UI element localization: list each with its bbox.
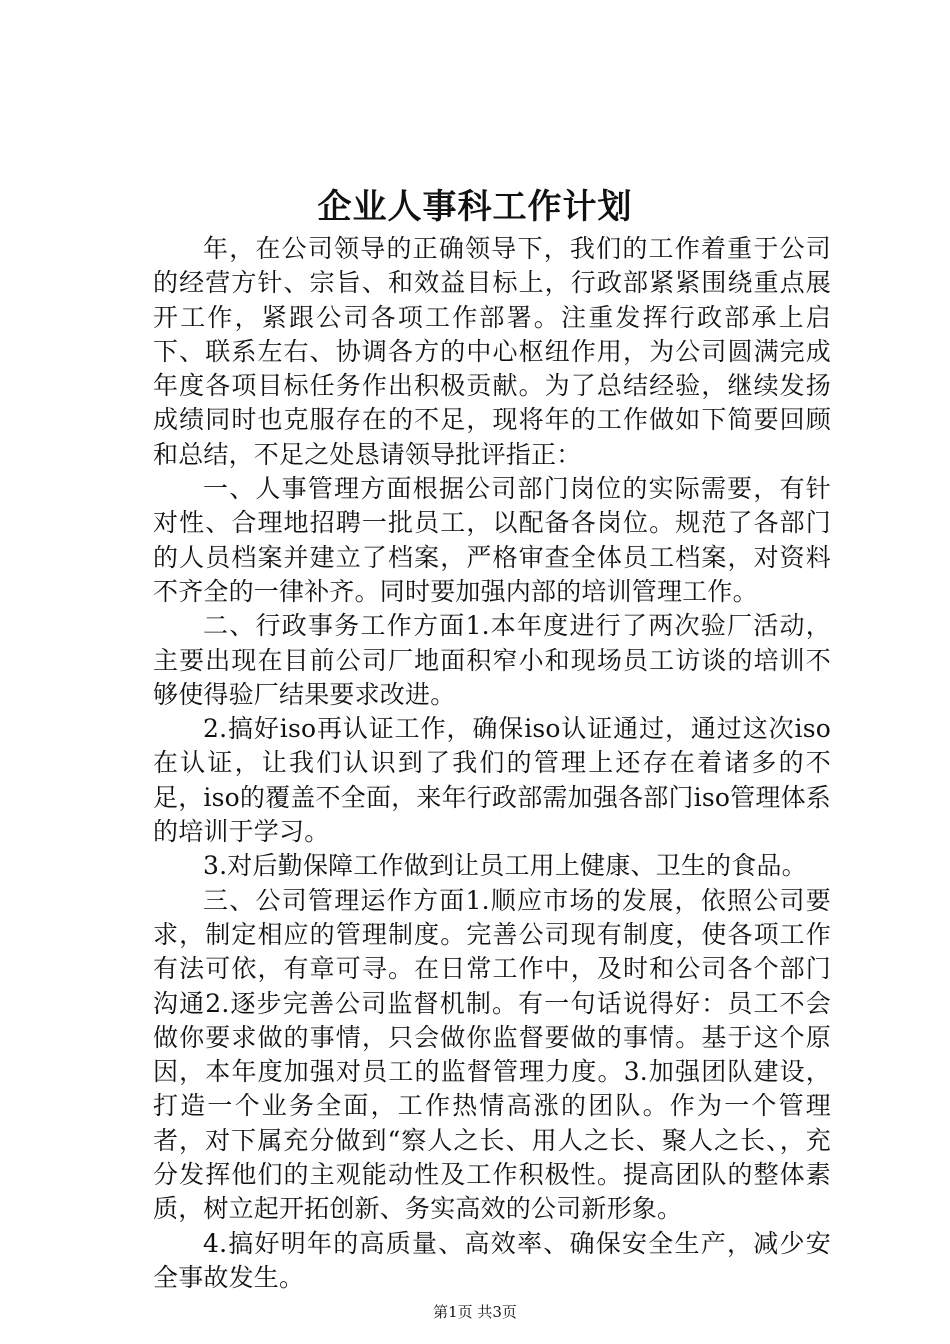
document-body [153,232,831,1295]
document-title: 企业人事科工作计划 [317,187,633,227]
paragraph-personnel: 一、人事管理方面根据公司部门岗位的实际需要，有针对性、合理地招聘一批员工，以配备各岗位。规范了各部门的人员档案并建立了档案，严格审查全体员工档案，对资料不齐全的一律补齐。同时要加强内部的培训管理工作。 [153,474,831,606]
paragraph-intro: 年，在公司领导的正确领导下，我们的工作着重于公司的经营方针、宗旨、和效益目标上，行政部紧紧围绕重点展开工作，紧跟公司各项工作部署。注重发挥行政部承上启下、联系左右、协调各方的中心枢纽作用，为公司圆满完成年度各项目标任务作出积极贡献。为了总结经验，继续发扬成绩同时也克服存在的不足，现将年的工作做如下简要回顾和总结，不足之处恳请领导批评指正： [153,234,831,469]
paragraph-management: 三、公司管理运作方面1.顺应市场的发展，依照公司要求，制定相应的管理制度。完善公司现有制度，使各项工作有法可依，有章可寻。在日常工作中，及时和公司各个部门沟通2.逐步完善公司监督机制。有一句话说得好：员工不会做你要求做的事情，只会做你监督要做的事情。基于这个原因，本年度加强对员工的监督管理力度。3.加强团队建设，打造一个业务全面，工作热情高涨的团队。作为一个管理者，对下属充分做到“察人之长、用人之长、聚人之长、，充分发挥他们的主观能动性及工作积极性。提高团队的整体素质，树立起开拓创新、务实高效的公司新形象。 [153,885,831,1224]
paragraph-admin-affairs: 二、行政事务工作方面1.本年度进行了两次验厂活动，主要出现在目前公司厂地面积窄小和现场员工访谈的培训不够使得验厂结果要求改进。 [153,611,831,709]
paragraph-safety: 4.搞好明年的高质量、高效率、确保安全生产，减少安全事故发生。 [153,1228,831,1292]
paragraph-iso: 2.搞好iso再认证工作，确保iso认证通过，通过这次iso在认证，让我们认识到了我们的管理上还存在着诸多的不足，iso的覆盖不全面，来年行政部需加强各部门iso管理体系的培训于学习。 [153,714,831,847]
paragraph-logistics: 3.对后勤保障工作做到让员工用上健康、卫生的食品。 [203,851,807,881]
page-number-footer: 第1页 共3页 [433,1303,517,1321]
